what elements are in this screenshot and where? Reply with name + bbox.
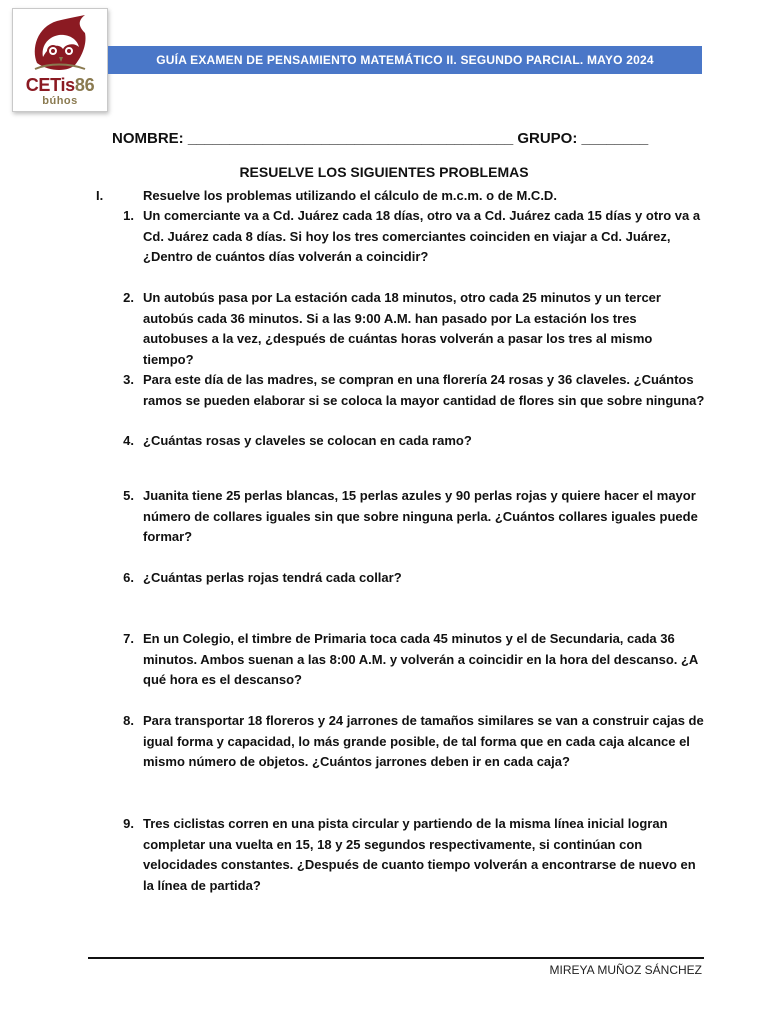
problem-text: ¿Cuántas perlas rojas tendrá cada collar?	[143, 570, 402, 585]
problem-number: 2.	[123, 290, 134, 305]
school-logo	[12, 8, 108, 112]
problem-number: 1.	[123, 208, 134, 223]
section-title: RESUELVE LOS SIGUIENTES PROBLEMAS	[239, 164, 529, 180]
footer-author: MIREYA MUÑOZ SÁNCHEZ	[549, 963, 702, 977]
problem-text: En un Colegio, el timbre de Primaria toca cada 45 minutos y el de Secundaria, cada 36 minutos. Ambos suenan a las 8:00 A.M. y volverán a coincidir en la hora del descanso. ¿A qué hora es el descanso?	[143, 631, 698, 687]
footer-divider	[88, 957, 704, 959]
problem-text: Tres ciclistas corren en una pista circular y partiendo de la misma línea inicial logran completar una vuelta en 15, 18 y 25 segundos respectivamente, si continúan con velocidades constantes. ¿Después de cuanto tiempo volverán a encontrarse de nuevo en la línea de partida?	[143, 816, 696, 893]
problem-text: ¿Cuántas rosas y claveles se colocan en cada ramo?	[143, 433, 472, 448]
logo-text: CETis86	[25, 75, 95, 95]
problem-number: 8.	[123, 713, 134, 728]
problem-text: Juanita tiene 25 perlas blancas, 15 perlas azules y 90 perlas rojas y quiere hacer el mayor número de collares iguales sin que sobre ninguna perla. ¿Cuántos collares iguales puede formar?	[143, 488, 698, 544]
problem-number: 6.	[123, 570, 134, 585]
problem-text: Un comerciante va a Cd. Juárez cada 18 días, otro va a Cd. Juárez cada 15 días y otro va a Cd. Juárez cada 8 días. Si hoy los tres comerciantes coinciden en viajar a Cd. Juárez, ¿Dentro de cuántos días volverán a coincidir?	[143, 208, 701, 264]
section-instruction: Resuelve los problemas utilizando el cálculo de m.c.m. o de M.C.D.	[143, 188, 557, 203]
problem-number: 5.	[123, 488, 134, 503]
document-title: GUÍA EXAMEN DE PENSAMIENTO MATEMÁTICO II. SEGUNDO PARCIAL. MAYO 2024	[108, 46, 702, 74]
problem-number: 4.	[123, 433, 134, 448]
section-number: I.	[96, 188, 104, 203]
owl-icon	[29, 13, 91, 75]
problem-number: 9.	[123, 816, 134, 831]
student-name-group-line: NOMBRE: _______________________________________ GRUPO: ________	[112, 130, 649, 147]
logo-subtitle: búhos	[42, 95, 78, 107]
problem-text: Para este día de las madres, se compran en una florería 24 rosas y 36 claveles. ¿Cuántos ramos se pueden elaborar si se coloca la mayor cantidad de flores sin que sobre ninguna?	[143, 372, 705, 408]
problem-text: Un autobús pasa por La estación cada 18 minutos, otro cada 25 minutos y un tercer autobús cada 36 minutos. Si a las 9:00 A.M. han pasado por La estación los tres autobuses a la vez, ¿después de cuántas horas volverán a pasar los tres al mismo tiempo?	[143, 290, 661, 367]
problem-number: 7.	[123, 631, 134, 646]
problem-number: 3.	[123, 372, 134, 387]
problem-text: Para transportar 18 floreros y 24 jarrones de tamaños similares se van a construir cajas de igual forma y capacidad, lo más grande posible, de tal forma que en cada caja alcance el mismo número de objetos. ¿Cuántos jarrones deben ir en cada caja?	[143, 713, 704, 769]
